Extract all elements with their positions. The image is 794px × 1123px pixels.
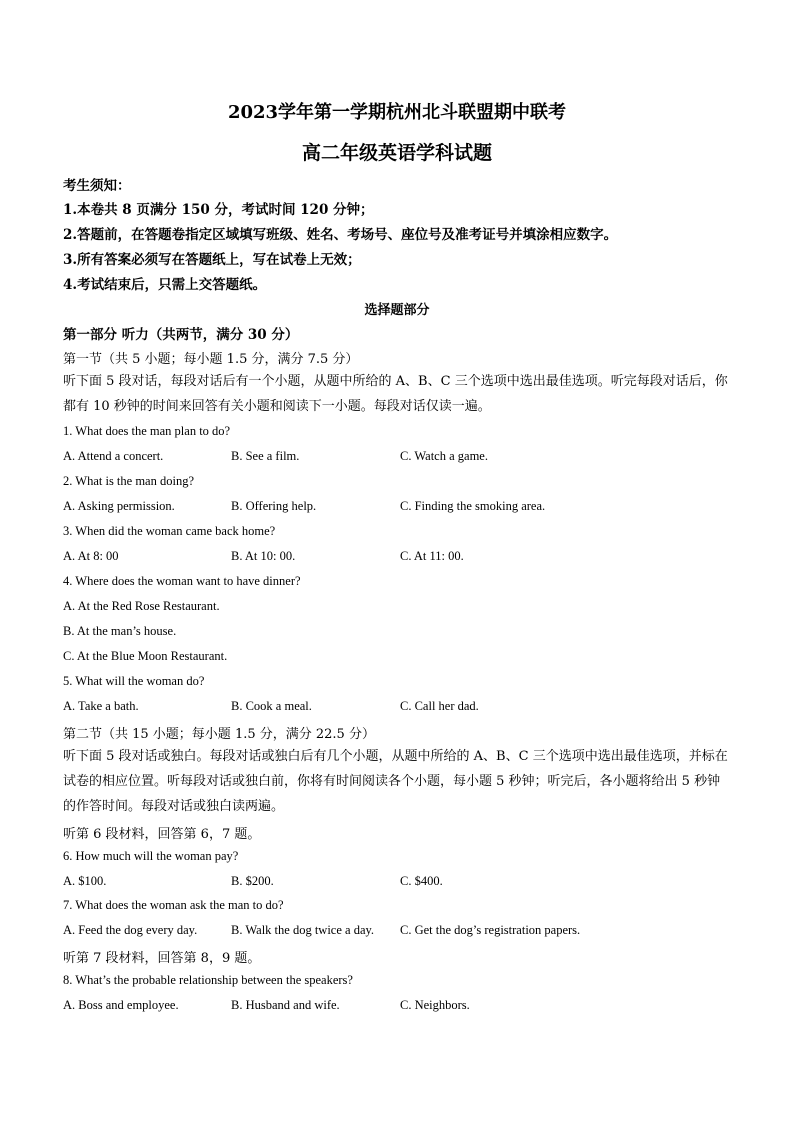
option-b: B. See a film. (231, 449, 300, 463)
section1-instructions: 听下面 5 段对话，每段对话后有一个小题，从题中所给的 A、B、C 三个选项中选出最佳选项。听完每段对话后，你都有 10 秒钟的时间来回答有关小题和阅读下一小题。每段对话仅读一遍。 (63, 374, 728, 414)
option-c: C. $400. (400, 874, 443, 888)
section2-instructions: 听下面 5 段对话或独白。每段对话或独白后有几个小题，从题中所给的 A、B、C 三个选项中选出最佳选项，并标在试卷的相应位置。听每段对话或独白前，你将有时间阅读各个小题，每小题 5 秒钟；听完后，各小题将给出 5 秒钟的作答时间。每段对话或独白读两遍。 (63, 749, 728, 814)
option-a: A. At 8: 00 (63, 549, 119, 563)
option-b: B. Cook a meal. (231, 699, 312, 713)
question-stem: 3. When did the woman came back home? (63, 524, 276, 538)
option-a: A. $100. (63, 874, 107, 888)
section-title: 选择题部分 (364, 303, 430, 318)
question-stem: 1. What does the man plan to do? (63, 424, 231, 438)
material-note: 听第 7 段材料，回答第 8，9 题。 (63, 951, 261, 966)
question-stem: 7. What does the woman ask the man to do? (63, 898, 284, 912)
section1-heading: 第一节（共 5 小题；每小题 1.5 分，满分 7.5 分） (63, 352, 359, 367)
option-b: B. Husband and wife. (231, 998, 340, 1012)
option-c: C. At the Blue Moon Restaurant. (63, 649, 228, 663)
question-stem: 2. What is the man doing? (63, 474, 194, 488)
notice-heading: 考生须知： (63, 178, 131, 194)
part1-heading: 第一部分 听力（共两节，满分 30 分） (63, 327, 299, 343)
option-c: C. At 11: 00. (400, 549, 464, 563)
question-stem: 5. What will the woman do? (63, 674, 205, 688)
question-stem: 8. What’s the probable relationship between the speakers? (63, 973, 353, 987)
option-b: B. At the man’s house. (63, 624, 177, 638)
notice-item: 1.本卷共 8 页满分 150 分，考试时间 120 分钟； (63, 202, 374, 218)
notice-item: 2.答题前，在答题卷指定区域填写班级、姓名、考场号、座位号及准考证号并填涂相应数字。 (63, 227, 618, 243)
material-note: 听第 6 段材料，回答第 6，7 题。 (63, 827, 261, 842)
option-b: B. $200. (231, 874, 274, 888)
option-c: C. Call her dad. (400, 699, 479, 713)
exam-title: 2023学年第一学期杭州北斗联盟期中联考 (227, 102, 567, 123)
option-a: A. Take a bath. (63, 699, 139, 713)
option-c: C. Get the dog’s registration papers. (400, 923, 581, 937)
option-a: A. At the Red Rose Restaurant. (63, 599, 220, 613)
option-a: A. Attend a concert. (63, 449, 164, 463)
notice-item: 3.所有答案必须写在答题纸上，写在试卷上无效； (63, 252, 361, 268)
question-stem: 4. Where does the woman want to have dinner? (63, 574, 301, 588)
question-stem: 6. How much will the woman pay? (63, 849, 239, 863)
option-b: B. Walk the dog twice a day. (231, 923, 375, 937)
option-c: C. Watch a game. (400, 449, 488, 463)
exam-subtitle: 高二年级英语学科试题 (301, 142, 492, 164)
option-a: A. Asking permission. (63, 499, 175, 513)
option-a: A. Feed the dog every day. (63, 923, 198, 937)
option-c: C. Neighbors. (400, 998, 470, 1012)
option-c: C. Finding the smoking area. (400, 499, 546, 513)
option-b: B. At 10: 00. (231, 549, 296, 563)
section2-heading: 第二节（共 15 小题；每小题 1.5 分，满分 22.5 分） (63, 727, 375, 742)
notice-item: 4.考试结束后，只需上交答题纸。 (63, 277, 267, 293)
option-a: A. Boss and employee. (63, 998, 179, 1012)
option-b: B. Offering help. (231, 499, 317, 513)
